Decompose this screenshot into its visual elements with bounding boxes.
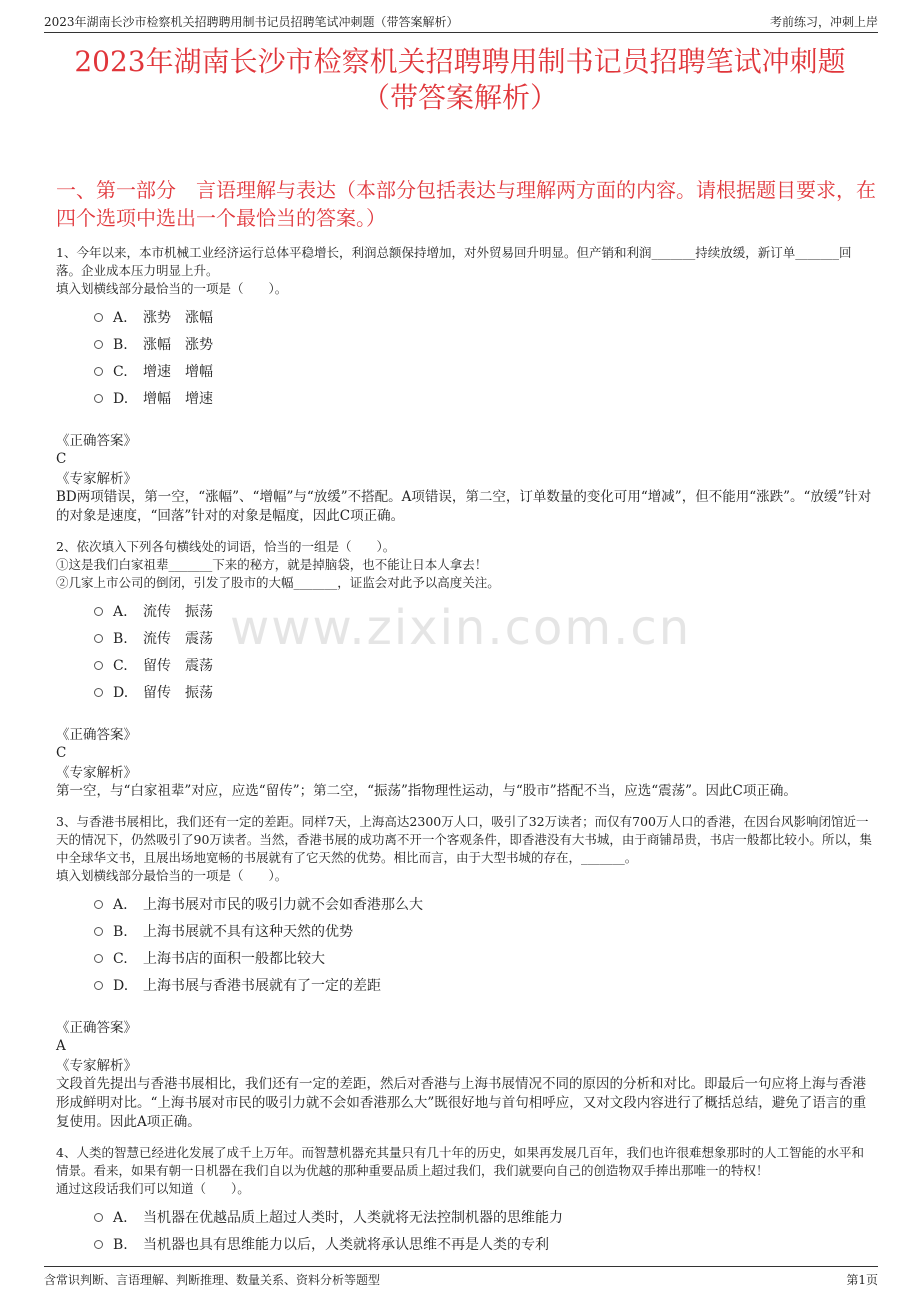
- question-sentence-1: ①这是我们白家祖辈_______下来的秘方，就是掉脑袋，也不能让日本人拿去！: [56, 557, 488, 572]
- option-text: 上海书展与香港书展就有了一定的差距: [143, 977, 381, 994]
- radio-icon[interactable]: [94, 607, 103, 616]
- answer-value: C: [56, 451, 67, 467]
- option-text: 上海书展就不具有这种天然的优势: [143, 923, 353, 940]
- radio-icon[interactable]: [94, 1213, 103, 1222]
- page-footer: [44, 1266, 878, 1288]
- question-stem: 4、人类的智慧已经进化发展了成千上万年。而智慧机器充其量只有几十年的历史，如果再发展几百年，我们也许很难想象那时的人工智能的水平和情景。看来，如果有朝一日机器在我们自以为优越的那种重要品质上超过我们，我们就要向自己的创造物双手捧出那唯一的特权！: [56, 1145, 864, 1178]
- option-list: [94, 1204, 876, 1258]
- option-b[interactable]: [94, 625, 876, 652]
- radio-icon[interactable]: [94, 927, 103, 936]
- document-title: [40, 44, 880, 116]
- radio-icon[interactable]: [94, 367, 103, 376]
- question-1: [56, 244, 876, 526]
- option-text: 当机器也具有思维能力以后，人类就将承认思维不再是人类的专利: [143, 1236, 549, 1253]
- option-letter: B.: [113, 1236, 128, 1253]
- option-letter: B.: [113, 923, 128, 940]
- radio-icon[interactable]: [94, 634, 103, 643]
- option-letter: A.: [113, 309, 128, 326]
- analysis-label: 《专家解析》: [56, 471, 137, 487]
- radio-icon[interactable]: [94, 313, 103, 322]
- radio-icon[interactable]: [94, 954, 103, 963]
- header-slogan: 考前练习，冲刺上岸: [769, 15, 878, 29]
- option-letter: A.: [113, 603, 128, 620]
- question-list: [56, 244, 876, 1278]
- question-4: [56, 1144, 876, 1258]
- analysis-text: BD两项错误，第一空，“涨幅”、“增幅”与“放缓”不搭配。A项错误，第二空，订单数量的变化可用“增减”，但不能用“涨跌”。“放缓”针对的对象是速度，“回落”针对的对象是幅度，因此C项正确。: [56, 489, 872, 524]
- option-text: 流传 震荡: [143, 630, 213, 647]
- option-a[interactable]: [94, 891, 876, 918]
- option-letter: C.: [113, 950, 128, 967]
- analysis-label: 《专家解析》: [56, 765, 137, 781]
- analysis-text: 文段首先提出与香港书展相比，我们还有一定的差距，然后对香港与上海书展情况不同的原因的分析和对比。即最后一句应将上海与香港形成鲜明对比。“上海书展对市民的吸引力就不会如香港那么大”既很好地与首句相呼应，又对文段内容进行了概括总结，避免了语言的重复使用。因此A项正确。: [56, 1076, 867, 1130]
- question-sentence-2: ②几家上市公司的倒闭，引发了股市的大幅_______，证监会对此予以高度关注。: [56, 575, 500, 590]
- question-stem: 3、与香港书展相比，我们还有一定的差距。同样7天，上海高达2300万人口，吸引了32万读者；而仅有700万人口的香港，在因台风影响闭馆近一天的情况下，仍然吸引了90万读者。当然，香港书展的成功离不开一个客观条件，即香港没有大书城，由于商铺昂贵，书店一般都比较小。所以，集中全球华文书，且展出场地宽畅的书展就有了它天然的优势。相比而言，由于大型书城的存在，_______。: [56, 814, 872, 865]
- option-d[interactable]: [94, 679, 876, 706]
- option-text: 增速 增幅: [143, 363, 213, 380]
- option-c[interactable]: [94, 358, 876, 385]
- answer-label: 《正确答案》: [56, 1020, 137, 1036]
- option-list: [94, 598, 876, 706]
- option-text: 留传 震荡: [143, 657, 213, 674]
- question-prompt: 填入划横线部分最恰当的一项是（ ）。: [56, 281, 288, 296]
- answer-value: C: [56, 745, 67, 761]
- answer-label: 《正确答案》: [56, 727, 137, 743]
- question-prompt: 填入划横线部分最恰当的一项是（ ）。: [56, 868, 288, 883]
- title-line-2: （带答案解析）: [361, 81, 558, 114]
- watermark: www.zixin.com.cn: [230, 600, 692, 656]
- option-letter: D.: [113, 390, 129, 407]
- radio-icon[interactable]: [94, 394, 103, 403]
- option-text: 当机器在优越品质上超过人类时，人类就将无法控制机器的思维能力: [143, 1209, 563, 1226]
- answer-label: 《正确答案》: [56, 433, 137, 449]
- analysis-label: 《专家解析》: [56, 1058, 137, 1074]
- option-text: 流传 振荡: [143, 603, 213, 620]
- analysis-text: 第一空，与“白家祖辈”对应，应选“留传”；第二空，“振荡”指物理性运动，与“股市”搭配不当，应选“震荡”。因此C项正确。: [56, 783, 797, 799]
- question-2: [56, 538, 876, 801]
- option-letter: C.: [113, 657, 128, 674]
- option-letter: B.: [113, 336, 128, 353]
- footer-note: 含常识判断、言语理解、判断推理、数量关系、资料分析等题型: [44, 1273, 381, 1287]
- option-text: 增幅 增速: [143, 390, 213, 407]
- header-title: 2023年湖南长沙市检察机关招聘聘用制书记员招聘笔试冲刺题（带答案解析）: [44, 15, 459, 29]
- option-a[interactable]: [94, 598, 876, 625]
- section-heading: 一、第一部分 言语理解与表达（本部分包括表达与理解两方面的内容。请根据题目要求，在四个选项中选出一个最恰当的答案。）: [56, 178, 876, 230]
- option-letter: D.: [113, 977, 129, 994]
- option-b[interactable]: [94, 331, 876, 358]
- option-b[interactable]: [94, 1231, 876, 1258]
- question-stem: 1、今年以来，本市机械工业经济运行总体平稳增长，利润总额保持增加，对外贸易回升明显。但产销和利润_______持续放缓，新订单_______回落。企业成本压力明显上升。: [56, 245, 852, 278]
- option-text: 涨势 涨幅: [143, 309, 213, 326]
- radio-icon[interactable]: [94, 661, 103, 670]
- option-letter: A.: [113, 896, 128, 913]
- option-letter: C.: [113, 363, 128, 380]
- radio-icon[interactable]: [94, 340, 103, 349]
- option-a[interactable]: [94, 304, 876, 331]
- option-d[interactable]: [94, 385, 876, 412]
- answer-value: A: [56, 1038, 66, 1054]
- option-text: 上海书展对市民的吸引力就不会如香港那么大: [143, 896, 423, 913]
- question-stem: 2、依次填入下列各句横线处的词语，恰当的一组是（ ）。: [56, 539, 396, 554]
- option-letter: A.: [113, 1209, 128, 1226]
- option-b[interactable]: [94, 918, 876, 945]
- option-text: 上海书店的面积一般都比较大: [143, 950, 325, 967]
- radio-icon[interactable]: [94, 1240, 103, 1249]
- radio-icon[interactable]: [94, 981, 103, 990]
- option-d[interactable]: [94, 972, 876, 999]
- option-text: 涨幅 涨势: [143, 336, 213, 353]
- page-number: 第1页: [846, 1273, 878, 1287]
- radio-icon[interactable]: [94, 900, 103, 909]
- option-text: 留传 振荡: [143, 684, 213, 701]
- option-c[interactable]: [94, 945, 876, 972]
- page-header: [44, 10, 878, 33]
- option-a[interactable]: [94, 1204, 876, 1231]
- option-c[interactable]: [94, 652, 876, 679]
- radio-icon[interactable]: [94, 688, 103, 697]
- title-line-1: 2023年湖南长沙市检察机关招聘聘用制书记员招聘笔试冲刺题: [74, 45, 846, 78]
- option-letter: B.: [113, 630, 128, 647]
- question-3: [56, 813, 876, 1132]
- option-list: [94, 891, 876, 999]
- option-letter: D.: [113, 684, 129, 701]
- question-prompt: 通过这段话我们可以知道（ ）。: [56, 1181, 250, 1196]
- option-list: [94, 304, 876, 412]
